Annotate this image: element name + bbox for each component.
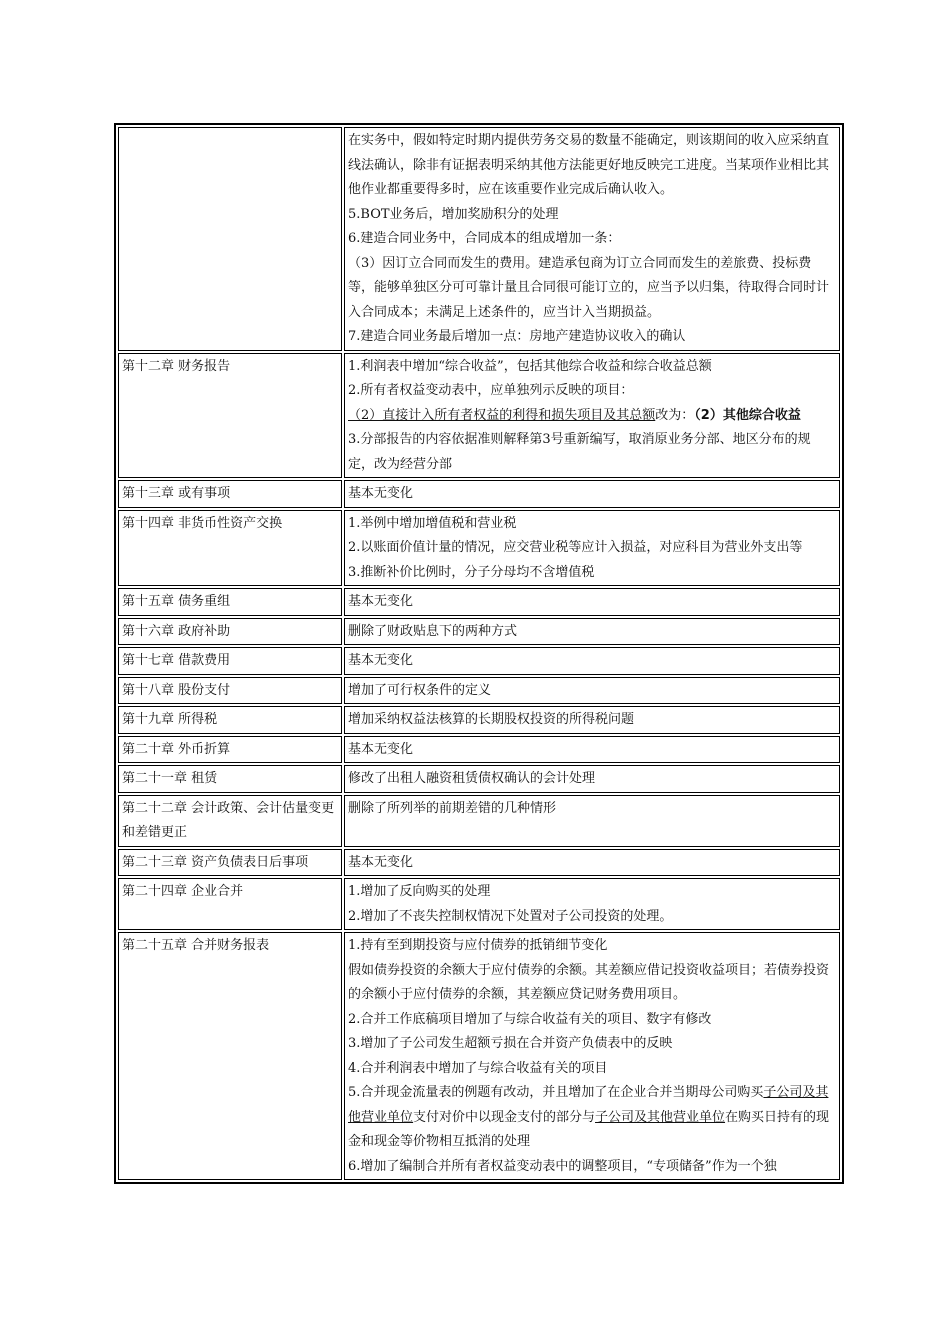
table-row bbox=[118, 127, 840, 351]
table-row bbox=[118, 588, 840, 616]
description-line: 5.BOT业务后，增加奖励积分的处理 bbox=[348, 206, 559, 222]
underlined-text: 子公司及其他营业单位 bbox=[348, 1085, 829, 1125]
table-row bbox=[118, 480, 840, 508]
table-row bbox=[118, 736, 840, 764]
description-line bbox=[348, 404, 836, 429]
table-row bbox=[118, 849, 840, 877]
table-row bbox=[118, 618, 840, 646]
table-row bbox=[118, 677, 840, 705]
description-line: 4.合并利润表中增加了与综合收益有关的项目 bbox=[348, 1060, 608, 1076]
description-line: 3.分部报告的内容依据准则解释第3号重新编写，取消原业务分部、地区分布的规定，改为经营分部 bbox=[348, 432, 811, 472]
chapter-cell: 第二十一章 租赁 bbox=[118, 765, 342, 793]
underlined-text: （2）直接计入所有者权益的利得和损失项目及其总额 bbox=[348, 407, 656, 423]
description-cell bbox=[344, 677, 840, 705]
description-line: 基本无变化 bbox=[348, 486, 414, 501]
description-line bbox=[348, 1081, 836, 1155]
description-line: 基本无变化 bbox=[348, 854, 414, 870]
description-cell bbox=[344, 706, 840, 734]
description-line: 在实务中，假如特定时期内提供劳务交易的数量不能确定，则该期间的收入应采纳直线法确认，除非有证据表明采纳其他方法能更好地反映完工进度。当某项作业相比其他作业都重要得多时，应在该重要作业完成后确认收入。 bbox=[348, 133, 830, 197]
chapter-cell: 第十七章 借款费用 bbox=[118, 647, 342, 675]
table-row bbox=[118, 647, 840, 675]
plain-text: 改为： bbox=[655, 407, 695, 423]
plain-text: 在购买日持有的现金和现金等价物相互抵消的处理 bbox=[348, 1109, 830, 1149]
description-cell bbox=[344, 878, 840, 930]
chapter-cell: 第二十三章 资产负债表日后事项 bbox=[118, 849, 342, 877]
description-cell bbox=[344, 647, 840, 675]
chapter-cell: 第十四章 非货币性资产交换 bbox=[118, 510, 342, 587]
chapter-cell bbox=[118, 127, 342, 351]
plain-text: 支付对价中以现金支付的部分与 bbox=[413, 1109, 596, 1125]
chapter-cell: 第十八章 股份支付 bbox=[118, 677, 342, 705]
chapter-cell: 第十二章 财务报告 bbox=[118, 353, 342, 479]
chapter-cell: 第十六章 政府补助 bbox=[118, 618, 342, 646]
description-cell bbox=[344, 736, 840, 764]
underlined-text: 子公司及其他营业单位 bbox=[595, 1109, 726, 1125]
description-cell bbox=[344, 353, 840, 479]
description-cell bbox=[344, 932, 840, 1180]
plain-text: 5.合并现金流量表的例题有改动，并且增加了在企业合并当期母公司购买 bbox=[348, 1085, 764, 1100]
description-line: 增加了可行权条件的定义 bbox=[348, 682, 492, 698]
chapter-cell: 第十三章 或有事项 bbox=[118, 480, 342, 508]
bold-text: （2）其他综合收益 bbox=[694, 407, 801, 423]
chapter-cell: 第二十五章 合并财务报表 bbox=[118, 932, 342, 1180]
chapter-cell: 第二十四章 企业合并 bbox=[118, 878, 342, 930]
description-line: 2.增加了不丧失控制权情况下处置对子公司投资的处理。 bbox=[348, 908, 673, 924]
description-line: 3.推断补价比例时，分子分母均不含增值税 bbox=[348, 564, 595, 580]
description-line: 假如债券投资的余额大于应付债券的余额。其差额应借记投资收益项目；若债券投资的余额小于应付债券的余额，其差额应贷记财务费用项目。 bbox=[348, 962, 830, 1002]
description-line: 修改了出租人融资租赁债权确认的会计处理 bbox=[348, 771, 596, 786]
table-row bbox=[118, 510, 840, 587]
description-line: 删除了财政贴息下的两种方式 bbox=[348, 623, 518, 639]
description-line: 基本无变化 bbox=[348, 653, 414, 668]
table-row bbox=[118, 795, 840, 847]
description-cell bbox=[344, 480, 840, 508]
table-row bbox=[118, 878, 840, 930]
description-line: 6.建造合同业务中，合同成本的组成增加一条： bbox=[348, 231, 621, 246]
description-line: 6.增加了编制合并所有者权益变动表中的调整项目，“专项储备”作为一个独 bbox=[348, 1158, 777, 1174]
chapter-cell: 第十五章 债务重组 bbox=[118, 588, 342, 616]
description-line: 2.以账面价值计量的情况，应交营业税等应计入损益，对应科目为营业外支出等 bbox=[348, 540, 803, 555]
description-line: （3）因订立合同而发生的费用。建造承包商为订立合同而发生的差旅费、投标费等，能够单独区分可可靠计量且合同很可能订立的，应当予以归集，待取得合同时计入合同成本；未满足上述条件的，应当计入当期损益。 bbox=[348, 255, 830, 320]
description-line: 1.增加了反向购买的处理 bbox=[348, 884, 491, 899]
description-cell bbox=[344, 127, 840, 351]
description-line: 1.持有至到期投资与应付债券的抵销细节变化 bbox=[348, 938, 608, 953]
description-line: 1.利润表中增加“综合收益”，包括其他综合收益和综合收益总额 bbox=[348, 358, 712, 374]
description-cell bbox=[344, 618, 840, 646]
description-cell bbox=[344, 588, 840, 616]
description-line: 删除了所列举的前期差错的几种情形 bbox=[348, 800, 557, 816]
description-line: 2.合并工作底稿项目增加了与综合收益有关的项目、数字有修改 bbox=[348, 1011, 712, 1027]
changes-table bbox=[114, 123, 844, 1184]
description-line: 7.建造合同业务最后增加一点：房地产建造协议收入的确认 bbox=[348, 329, 686, 344]
table-row bbox=[118, 765, 840, 793]
description-cell bbox=[344, 765, 840, 793]
description-cell bbox=[344, 849, 840, 877]
description-line: 基本无变化 bbox=[348, 594, 414, 609]
description-line: 增加采纳权益法核算的长期股权投资的所得税问题 bbox=[348, 712, 635, 727]
description-cell bbox=[344, 510, 840, 587]
chapter-cell: 第二十章 外币折算 bbox=[118, 736, 342, 764]
description-line: 2.所有者权益变动表中，应单独列示反映的项目： bbox=[348, 383, 634, 398]
description-cell bbox=[344, 795, 840, 847]
description-line: 3.增加了子公司发生超额亏损在合并资产负债表中的反映 bbox=[348, 1036, 673, 1051]
chapter-cell: 第二十二章 会计政策、会计估量变更和差错更正 bbox=[118, 795, 342, 847]
table-row bbox=[118, 932, 840, 1180]
description-line: 基本无变化 bbox=[348, 741, 414, 757]
description-line: 1.举例中增加增值税和营业税 bbox=[348, 515, 517, 531]
chapter-cell: 第十九章 所得税 bbox=[118, 706, 342, 734]
table-row bbox=[118, 706, 840, 734]
table-row bbox=[118, 353, 840, 479]
